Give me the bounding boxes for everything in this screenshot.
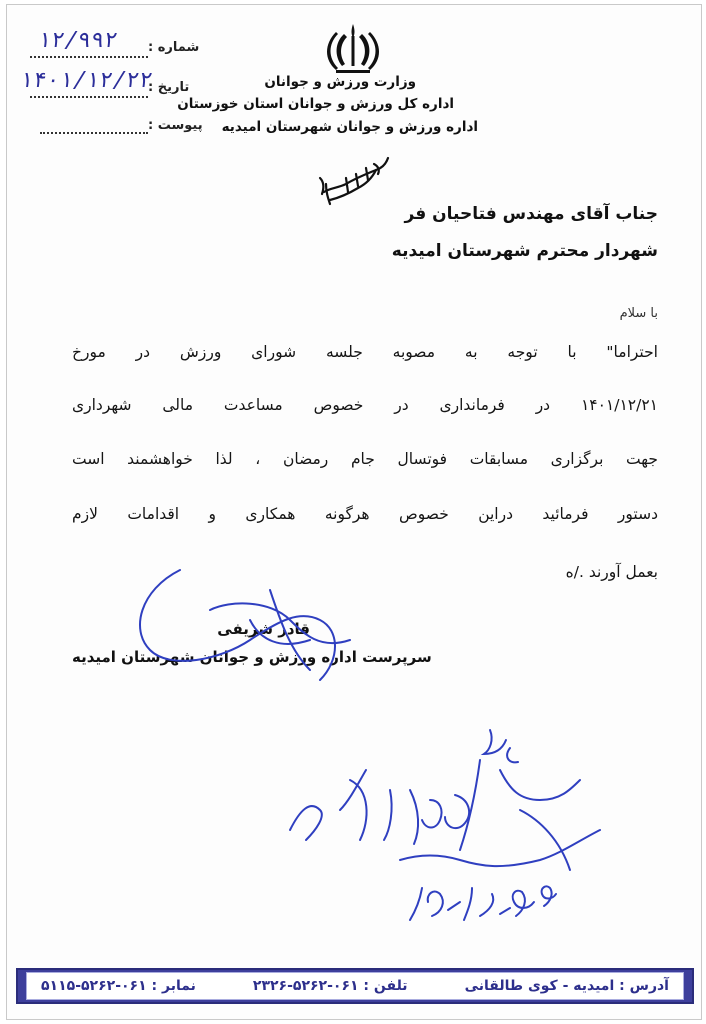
footer-contact-box	[26, 972, 684, 1000]
number-label: شماره :	[148, 40, 200, 55]
attachment-label: پیوست :	[148, 118, 203, 133]
emblem-icon	[322, 20, 384, 78]
footer-phone: تلفن : ۰۶۱-۵۲۶۲-۲۳۲۶	[252, 978, 408, 994]
date-dots	[30, 96, 148, 98]
body-line-1: احتراما" با توجه به مصوبه جلسه شورای ورزش در مورخ	[72, 343, 658, 361]
body-line-3: جهت برگزاری مسابقات فوتسال جام رمضان ، لذا خواهشمند است	[72, 450, 658, 468]
signatory-name: قادر شریفی	[217, 620, 310, 638]
handwritten-annotation	[280, 720, 620, 950]
attachment-dots	[40, 132, 148, 134]
footer-bar	[16, 968, 694, 1004]
city-office-name: اداره ورزش و جوانان شهرستان امیدیه	[221, 119, 478, 135]
body-line-5: بعمل آورند ./ه	[565, 563, 658, 581]
number-dots	[30, 56, 148, 58]
addressee-title: شهردار محترم شهرستان امیدیه	[391, 241, 658, 261]
bismillah-calligraphy-icon	[316, 148, 396, 210]
addressee-name: جناب آقای مهندس فتاحیان فر	[404, 204, 658, 224]
footer-fax: نمابر : ۰۶۱-۵۲۶۲-۵۱۱۵	[41, 978, 196, 994]
number-value: ۱۲/۹۹۲	[36, 28, 120, 53]
body-line-2: ۱۴۰۱/۱۲/۲۱ در فرمانداری در خصوص مساعدت مالی شهرداری	[72, 396, 658, 414]
handwritten-signature	[120, 550, 420, 700]
footer-address: آدرس : امیدیه - کوی طالقانی	[464, 978, 669, 994]
date-value: ۱۴۰۱/۱۲/۲۲	[18, 68, 155, 93]
greeting: با سلام	[619, 306, 658, 321]
date-label: تاریخ :	[148, 80, 190, 95]
general-office-name: اداره کل ورزش و جوانان استان خوزستان	[177, 96, 454, 112]
signatory-title: سرپرست اداره ورزش و جوانان شهرستان امیدیه	[72, 648, 432, 666]
ministry-name: وزارت ورزش و جوانان	[264, 74, 416, 90]
body-line-4: دستور فرمائید دراین خصوص هرگونه همکاری و اقدامات لازم	[72, 505, 658, 523]
